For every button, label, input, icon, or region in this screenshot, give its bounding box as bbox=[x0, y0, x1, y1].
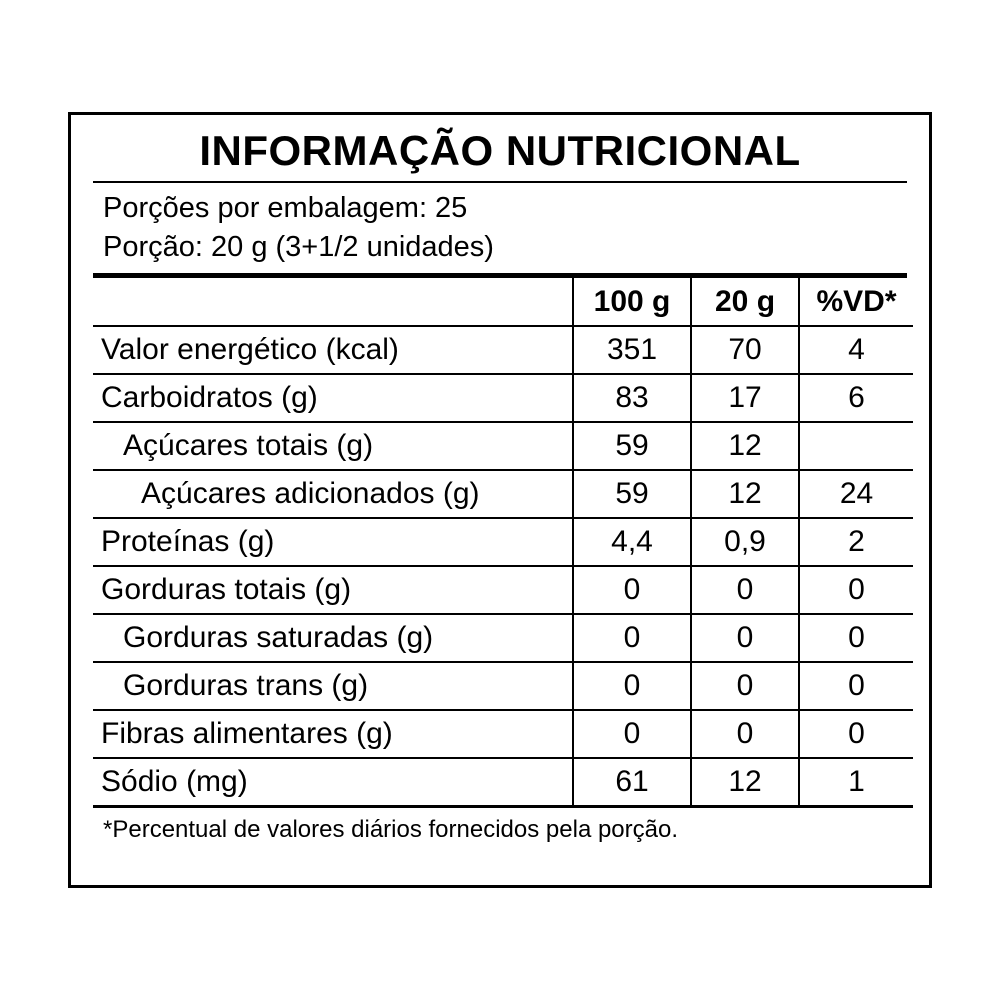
value-dv bbox=[799, 422, 913, 470]
value-100g: 59 bbox=[573, 422, 691, 470]
servings-per-package: Porções por embalagem: 25 bbox=[103, 192, 468, 225]
value-100g: 59 bbox=[573, 470, 691, 518]
table-row bbox=[93, 374, 913, 422]
nutrient-name: Valor energético (kcal) bbox=[93, 326, 573, 374]
nutrient-name: Gorduras totais (g) bbox=[93, 566, 573, 614]
value-100g: 4,4 bbox=[573, 518, 691, 566]
value-serving: 0 bbox=[691, 710, 799, 758]
value-serving: 17 bbox=[691, 374, 799, 422]
header-per-100g: 100 g bbox=[573, 278, 691, 326]
value-dv: 0 bbox=[799, 566, 913, 614]
table-row bbox=[93, 566, 913, 614]
value-dv: 0 bbox=[799, 710, 913, 758]
value-serving: 70 bbox=[691, 326, 799, 374]
footnote: *Percentual de valores diários fornecidos pela porção. bbox=[103, 815, 679, 843]
value-dv: 6 bbox=[799, 374, 913, 422]
nutrient-name: Sódio (mg) bbox=[93, 758, 573, 806]
nutrient-name: Carboidratos (g) bbox=[93, 374, 573, 422]
value-dv: 4 bbox=[799, 326, 913, 374]
value-serving: 0 bbox=[691, 566, 799, 614]
value-100g: 0 bbox=[573, 710, 691, 758]
header-per-serving: 20 g bbox=[691, 278, 799, 326]
value-serving: 0 bbox=[691, 614, 799, 662]
nutrient-name: Fibras alimentares (g) bbox=[93, 710, 573, 758]
value-100g: 61 bbox=[573, 758, 691, 806]
nutrient-name: Proteínas (g) bbox=[93, 518, 573, 566]
value-dv: 24 bbox=[799, 470, 913, 518]
nutrient-name: Açúcares totais (g) bbox=[93, 422, 573, 470]
value-100g: 351 bbox=[573, 326, 691, 374]
table-row bbox=[93, 710, 913, 758]
value-100g: 0 bbox=[573, 662, 691, 710]
table-row bbox=[93, 758, 913, 806]
servings-block bbox=[93, 183, 907, 273]
table-row bbox=[93, 326, 913, 374]
value-100g: 0 bbox=[573, 566, 691, 614]
table-row bbox=[93, 662, 913, 710]
serving-size: Porção: 20 g (3+1/2 unidades) bbox=[103, 231, 494, 264]
nutrition-table bbox=[93, 278, 913, 808]
nutrient-name: Gorduras trans (g) bbox=[93, 662, 573, 710]
value-serving: 12 bbox=[691, 470, 799, 518]
value-serving: 0,9 bbox=[691, 518, 799, 566]
nutrient-name: Açúcares adicionados (g) bbox=[93, 470, 573, 518]
value-dv: 0 bbox=[799, 662, 913, 710]
value-serving: 12 bbox=[691, 758, 799, 806]
table-header-row bbox=[93, 278, 913, 326]
value-serving: 12 bbox=[691, 422, 799, 470]
value-100g: 83 bbox=[573, 374, 691, 422]
table-row bbox=[93, 422, 913, 470]
value-100g: 0 bbox=[573, 614, 691, 662]
nutrient-name: Gorduras saturadas (g) bbox=[93, 614, 573, 662]
header-blank bbox=[93, 278, 573, 326]
value-dv: 0 bbox=[799, 614, 913, 662]
value-serving: 0 bbox=[691, 662, 799, 710]
nutrition-facts-panel bbox=[68, 112, 932, 888]
header-percent-dv: %VD* bbox=[799, 278, 913, 326]
table-row bbox=[93, 518, 913, 566]
table-row bbox=[93, 470, 913, 518]
panel-title: INFORMAÇÃO NUTRICIONAL bbox=[199, 127, 801, 174]
table-row bbox=[93, 614, 913, 662]
value-dv: 2 bbox=[799, 518, 913, 566]
value-dv: 1 bbox=[799, 758, 913, 806]
